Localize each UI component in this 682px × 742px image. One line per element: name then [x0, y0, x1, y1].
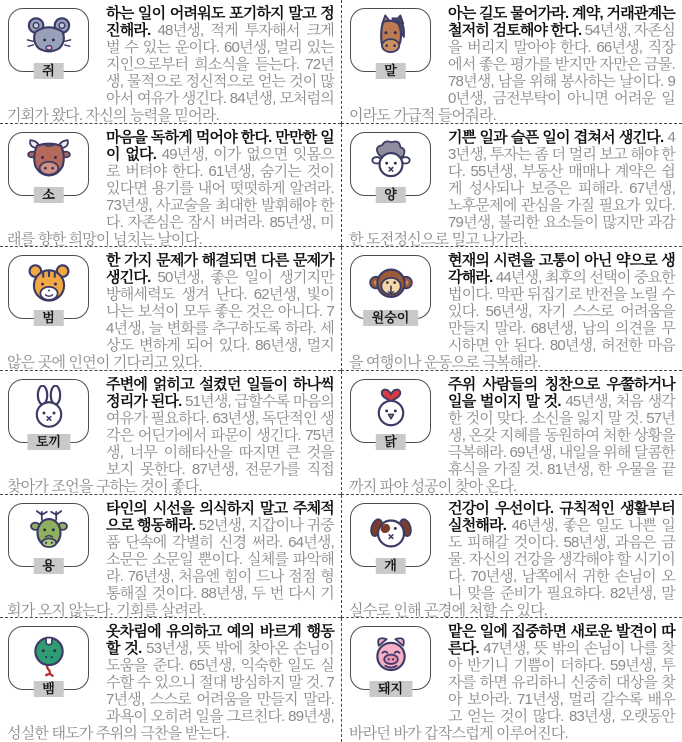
fortune-lead: 한 가지 문제가 해결되면 다른 문제가 생긴다.	[106, 252, 334, 287]
pig-icon	[368, 632, 414, 678]
fortune-body: 54년생, 자존심을 버리지 말아야 한다. 66년생, 직장에서 좋은 평가를 받지만 자만은 금물. 78년생, 남을 위해 봉사하는 날이다. 90년생, 금전부탁이 아니면 어려운 일이라도 가급적 들어줘라.	[349, 22, 675, 124]
zodiac-icon-frame	[7, 501, 101, 586]
fortune-body: 52년생, 지갑이나 귀중품 단속에 각별히 신경 써라. 64년생, 소문은 소문일 뿐이다. 실체를 파악해라. 76년생, 처음엔 힘이 드나 점점 형통해질 것이다. 88년생, 두 번 다시 기회가 오지 않는다. 기회를 살려라.	[7, 516, 334, 619]
fortune-body: 47년생, 뜻 밖의 손님이 나를 찾아 반기니 기쁨이 더하다. 59년생, 투자를 하면 유리하니 신중히 대상을 찾아 보아라. 71년생, 멀리 갈수록 배우고 얻는 것이 많다. 83년생, 오랫동안 바라던 바가 갑작스럽게 이루어진다.	[349, 640, 675, 742]
tiger-icon	[26, 261, 72, 307]
rabbit-icon	[26, 385, 72, 431]
rooster-icon	[368, 385, 414, 431]
zodiac-icon-box	[350, 255, 431, 326]
fortune-lead: 현재의 시련을 고통이 아닌 약으로 생각해라.	[448, 252, 675, 287]
zodiac-label: 쥐	[33, 63, 64, 79]
zodiac-cell-dog	[341, 495, 682, 619]
zodiac-icon-frame	[349, 6, 443, 91]
zodiac-cell-ox	[0, 124, 341, 248]
zodiac-label: 원숭이	[363, 310, 419, 326]
fortune-lead: 주위 사람들의 칭찬으로 우쭐하거나 일을 벌이지 말 것.	[448, 375, 675, 410]
fortune-lead: 하는 일이 어려워도 포기하지 말고 정진해라.	[106, 5, 334, 39]
fortune-lead: 맡은 일에 집중하면 새로운 발견이 따른다.	[448, 623, 675, 658]
zodiac-icon-box	[350, 8, 431, 78]
fortune-body: 45년생, 처음 생각한 것이 맞다. 소신을 잃지 말 것. 57년생, 온갖 지혜를 동원하여 처한 상황을 극복해라. 69년생, 내일을 위해 달콤한 휴식을 가질 것. 81년생, 한 우물을 끝까지 파야 성공이 찾아 온다.	[349, 392, 675, 495]
zodiac-icon-box	[8, 255, 89, 326]
zodiac-cell-tiger	[0, 247, 341, 371]
zodiac-icon-frame	[7, 130, 101, 215]
zodiac-cell-pig	[341, 618, 682, 742]
fortune-body: 43년생, 투자는 좀 더 멀리 보고 해야 한다. 55년생, 부동산 매매나 계약은 쉽게 성사되나 보증은 피해라. 67년생, 노후문제에 관심을 가질 필요가 있다. 79년생, 불리한 요소들이 많지만 과감한 도전정신으로 밀고 나가라.	[349, 128, 675, 248]
zodiac-icon-frame	[349, 501, 443, 586]
fortune-lead: 옷차림에 유의하고 예의 바르게 행동할 것.	[106, 623, 334, 658]
zodiac-icon-frame	[7, 624, 101, 709]
zodiac-icon-frame	[7, 6, 101, 91]
zodiac-icon-frame	[349, 130, 443, 215]
fortune-lead: 건강이 우선이다. 규칙적인 생활부터 실천해라.	[448, 499, 675, 534]
zodiac-label: 토끼	[27, 434, 70, 450]
dragon-icon	[26, 509, 72, 555]
zodiac-icon-frame	[349, 377, 443, 462]
zodiac-label: 닭	[375, 434, 406, 450]
horse-icon	[368, 14, 414, 60]
zodiac-cell-monkey	[341, 247, 682, 371]
zodiac-cell-rat	[0, 0, 341, 124]
zodiac-icon-box	[350, 626, 431, 697]
zodiac-icon-box	[8, 132, 89, 202]
zodiac-icon-box	[8, 626, 89, 697]
zodiac-icon-frame	[349, 624, 443, 709]
zodiac-cell-sheep	[341, 124, 682, 248]
fortune-body: 53년생, 뜻 밖에 찾아온 손님이 도움을 준다. 65년생, 익숙한 일도 실수할 수 있으니 절대 방심하지 말 것. 77년생, 스스로 어려움을 만들지 말라. 과욕이 오히려 일을 그르친다. 89년생, 성실한 태도가 주위의 극찬을 받는다.	[7, 640, 334, 742]
zodiac-icon-frame	[7, 377, 101, 462]
fortune-body: 50년생, 좋은 일이 생기지만 방해세력도 생겨 난다. 62년생, 빛이 나는 보석이 모두 좋은 것은 아니다. 74년생, 늘 변화를 추구하도록 하라. 세상도 변하게 되어 있다. 86년생, 멀지 않은 곳에 인연이 기다리고 있다.	[7, 269, 334, 371]
zodiac-label: 범	[33, 310, 64, 326]
fortune-body: 51년생, 급할수록 마음의 여유가 필요하다. 63년생, 독단적인 생각은 어딘가에서 파문이 생긴다. 75년생, 너무 이해타산을 따지면 큰 것을 보지 못한다. 87년생, 전문가를 직접 찾아가 조언을 구하는 것이 좋다.	[7, 392, 335, 495]
fortune-lead: 아는 길도 물어가라. 계약, 거래관계는 철저히 검토해야 한다.	[448, 5, 675, 39]
zodiac-icon-box	[350, 379, 431, 449]
zodiac-label: 뱀	[33, 681, 64, 697]
fortune-lead: 기쁜 일과 슬픈 일이 겹쳐서 생긴다.	[448, 128, 664, 146]
fortune-lead: 타인의 시선을 의식하지 말고 주체적으로 행동해라.	[106, 499, 334, 534]
zodiac-label: 말	[375, 63, 406, 79]
zodiac-cell-rabbit	[0, 371, 341, 495]
zodiac-label: 소	[33, 187, 64, 203]
zodiac-icon-frame	[349, 253, 443, 338]
sheep-icon	[368, 138, 414, 184]
monkey-icon	[368, 261, 414, 307]
zodiac-cell-snake	[0, 618, 341, 742]
ox-icon	[26, 138, 72, 184]
zodiac-label: 돼지	[369, 681, 412, 697]
fortune-body: 46년생, 좋은 일도 나쁜 일도 피해갈 것이다. 58년생, 과음은 금물. 자신의 건강을 생각해야 할 시기이다. 70년생, 남쪽에서 귀한 손님이 오니 맞을 준비가 필요하다. 82년생, 말실수로 인해 곤경에 처할 수 있다.	[349, 516, 675, 619]
zodiac-icon-box	[350, 503, 431, 573]
rat-icon	[26, 14, 72, 60]
fortune-body: 48년생, 적게 투자해서 크게 벌 수 있는 운이다. 60년생, 멀리 있는 지인으로부터 희소식을 듣는다. 72년생, 물적으로 정신적으로 얻는 것이 많아서 여유가 생긴다. 84년생, 모처럼의 기회가 왔다. 자신의 능력을 믿어라.	[7, 22, 334, 124]
zodiac-icon-box	[8, 379, 89, 449]
zodiac-icon-frame	[7, 253, 101, 338]
fortune-body: 49년생, 이가 없으면 잇몸으로 버텨야 한다. 61년생, 숨기는 것이 있다면 용기를 내어 떳떳하게 알려라. 73년생, 사교술을 최대한 발휘해야 한다. 자존심은 잠시 버려라. 85년생, 미래를 향한 희망이 넘치는 날이다.	[7, 145, 334, 248]
fortune-body: 44년생, 최후의 선택이 중요한 법이다. 막판 뒤집기로 반전을 노릴 수 있다. 56년생, 자기 스스로 어려움을 만들지 말라. 68년생, 남의 의견을 무시하면 안 된다. 80년생, 허전한 마음을 여행이나 운동으로 극복해라.	[349, 269, 675, 371]
zodiac-icon-box	[8, 503, 89, 573]
zodiac-icon-box	[8, 8, 89, 78]
zodiac-label: 양	[375, 187, 406, 203]
fortune-lead: 주변에 얽히고 설켰던 일들이 하나씩 정리가 된다.	[106, 375, 334, 410]
fortune-lead: 마음을 독하게 먹어야 한다. 만만한 일이 없다.	[106, 128, 334, 163]
zodiac-cell-dragon	[0, 495, 341, 619]
zodiac-cell-rooster	[341, 371, 682, 495]
zodiac-label: 개	[375, 558, 406, 574]
zodiac-label: 용	[33, 558, 64, 574]
snake-icon	[26, 632, 72, 678]
zodiac-cell-horse	[341, 0, 682, 124]
dog-icon	[368, 509, 414, 555]
zodiac-icon-box	[350, 132, 431, 202]
